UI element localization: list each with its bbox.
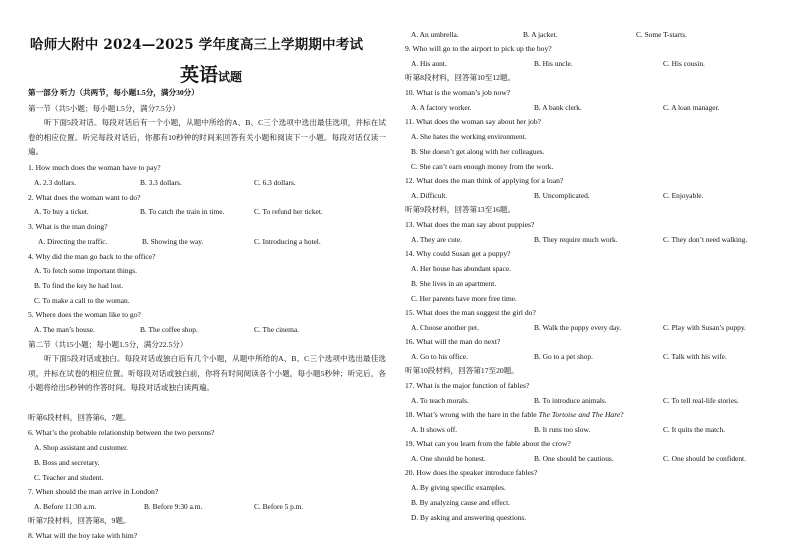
q17-option-b: B. To introduce animals. [534,396,607,405]
question-17: 17. What is the major function of fables? [405,381,530,390]
q2-option-a: A. To buy a ticket. [34,207,89,216]
q1-option-c: C. 6.3 dollars. [254,178,296,187]
q16-option-b: B. Go to a pet shop. [534,352,593,361]
section1-heading: 第一节（共5小题；每小题1.5分，满分7.5分） [28,104,180,113]
q9-option-a: A. His aunt. [411,59,447,68]
q18-option-c: C. It quits the match. [663,425,725,434]
question-15: 15. What does the man suggest the girl do? [405,308,536,317]
q1-option-b: B. 3.3 dollars. [140,178,182,187]
question-1: 1. How much does the woman have to pay? [28,163,161,172]
q8-option-b: B. A jacket. [523,30,558,39]
q6-option-b: B. Boss and secretary. [34,458,100,467]
q8-option-c: C. Some T-starts. [636,30,687,39]
question-10: 10. What is the woman’s job now? [405,88,511,97]
q15-option-c: C. Play with Susan’s puppy. [663,323,746,332]
q16-option-a: A. Go to his office. [411,352,468,361]
part1-heading: 第一部分 听力（共两节，每小题1.5分，满分30分） [28,88,199,97]
q10-option-c: C. A loan manager. [663,103,720,112]
question-8: 8. What will the boy take with him? [28,531,138,540]
q20-option-b: B. By analyzing cause and effect. [411,498,510,507]
q15-option-b: B. Walk the puppy every day. [534,323,622,332]
question-6: 6. What’s the probable relationship between the two persons? [28,428,215,437]
q9-option-b: B. His uncle. [534,59,573,68]
q5-option-b: B. The coffee shop. [140,325,198,334]
q18-mark: ? [620,410,624,419]
section1-instructions: 听下面5段对话。每段对话后有一个小题，从题中所给的A、B、C三个选项中选出最佳选项，并标在试卷的相应位置。听完每段对话后，你都有10秒钟的时间来回答有关小题和阅读下一小题。每段对话仅读一遍。 [28,118,386,157]
material-7-note: 听第7段材料，回答第8、9题。 [28,516,131,525]
material-10-note: 听第10段材料，回答第17至20题。 [405,366,519,375]
q3-option-a: A. Directing the traffic. [38,237,108,246]
q13-option-c: C. They don’t need walking. [663,235,748,244]
question-5: 5. Where does the woman like to go? [28,310,141,319]
subject-heading [180,60,242,87]
q13-option-a: A. They are cute. [411,235,462,244]
subject-suffix: 试题 [218,70,243,84]
q14-option-a: A. Her house has abundant space. [411,264,511,273]
material-8-note: 听第8段材料，回答第10至12题。 [405,73,516,82]
q11-option-c: C. She can’t earn enough money from the work. [411,162,554,171]
q11-option-b: B. She doesn’t get along with her colleagues. [411,147,545,156]
q14-option-c: C. Her parents have more free time. [411,294,517,303]
question-9: 9. Who will go to the airport to pick up the boy? [405,44,552,53]
q12-option-a: A. Difficult. [411,191,448,200]
q15-option-a: A. Choose another pet. [411,323,479,332]
q13-option-b: B. They require much work. [534,235,618,244]
q12-option-c: C. Enjoyable. [663,191,704,200]
q14-option-b: B. She lives in an apartment. [411,279,497,288]
question-20: 20. How does the speaker introduce fables? [405,468,538,477]
subject-name: 英语 [180,64,219,86]
q5-option-c: C. The cinema. [254,325,300,334]
section2-instructions: 听下面5段对话或独白。每段对话或独白后有几个小题，从题中所给的A、B、C三个选项中选出最佳选项，并标在试卷的相应位置。听每段对话或独白前，你将有时间阅读各个小题，每小题5秒钟；听完后，各小题将给出5秒钟的作答时间。每段对话或独白读两遍。 [28,354,386,393]
q10-option-a: A. A factory worker. [411,103,472,112]
q4-option-a: A. To fetch some important things. [34,266,138,275]
q8-option-a: A. An umbrella. [411,30,459,39]
question-11: 11. What does the woman say about her job? [405,117,542,126]
fable-title: The Tortoise and The Hare [538,410,621,419]
q6-option-c: C. Teacher and student. [34,473,104,482]
question-13: 13. What does the man say about puppies? [405,220,535,229]
q5-option-a: A. The man’s house. [34,325,95,334]
question-16: 16. What will the man do next? [405,337,501,346]
q11-option-a: A. She hates the working environment. [411,132,527,141]
q20-option-c: D. By asking and answering questions. [411,513,527,522]
q4-option-c: C. To make a call to the woman. [34,296,130,305]
question-12: 12. What does the man think of applying for a loan? [405,176,564,185]
q9-option-c: C. His cousin. [663,59,705,68]
question-3: 3. What is the man doing? [28,222,108,231]
question-4: 4. Why did the man go back to the office? [28,252,156,261]
q1-option-a: A. 2.3 dollars. [34,178,77,187]
q19-option-b: B. One should be cautious. [534,454,614,463]
q19-option-a: A. One should be honest. [411,454,486,463]
q12-option-b: B. Uncomplicated. [534,191,590,200]
q10-option-b: B. A bank clerk. [534,103,582,112]
question-18 [405,410,624,420]
q7-option-b: B. Before 9:30 a.m. [144,502,203,511]
q2-option-b: B. To catch the train in time. [140,207,225,216]
q18-option-b: B. It runs too slow. [534,425,591,434]
q3-option-c: C. Introducing a hotel. [254,237,321,246]
q20-option-a: A. By giving specific examples. [411,483,506,492]
question-7: 7. When should the man arrive in London? [28,487,159,496]
q6-option-a: A. Shop assistant and customer. [34,443,129,452]
question-14: 14. Why could Susan get a puppy? [405,249,511,258]
q19-option-c: C. One should be confident. [663,454,746,463]
section2-heading: 第二节（共15小题；每小题1.5分，满分22.5分） [28,340,188,349]
q7-option-a: A. Before 11:30 a.m. [34,502,97,511]
question-19: 19. What can you learn from the fable about the crow? [405,439,571,448]
q18-option-a: A. It shows off. [411,425,458,434]
q17-option-a: A. To teach morals. [411,396,469,405]
q2-option-c: C. To refund her ticket. [254,207,323,216]
material-6-note: 听第6段材料，回答第6、7题。 [28,413,131,422]
q17-option-c: C. To tell real-life stories. [663,396,739,405]
q18-text: 18. What’s wrong with the hare in the fable [405,410,539,419]
q3-option-b: B. Showing the way. [142,237,204,246]
q7-option-c: C. Before 5 p.m. [254,502,304,511]
q4-option-b: B. To find the key he had lost. [34,281,124,290]
question-2: 2. What does the woman want to do? [28,193,141,202]
q16-option-c: C. Talk with his wife. [663,352,727,361]
material-9-note: 听第9段材料，回答第13至16题。 [405,205,516,214]
exam-title: 哈师大附中 2024—2025 学年度高三上学期期中考试 [30,37,364,53]
